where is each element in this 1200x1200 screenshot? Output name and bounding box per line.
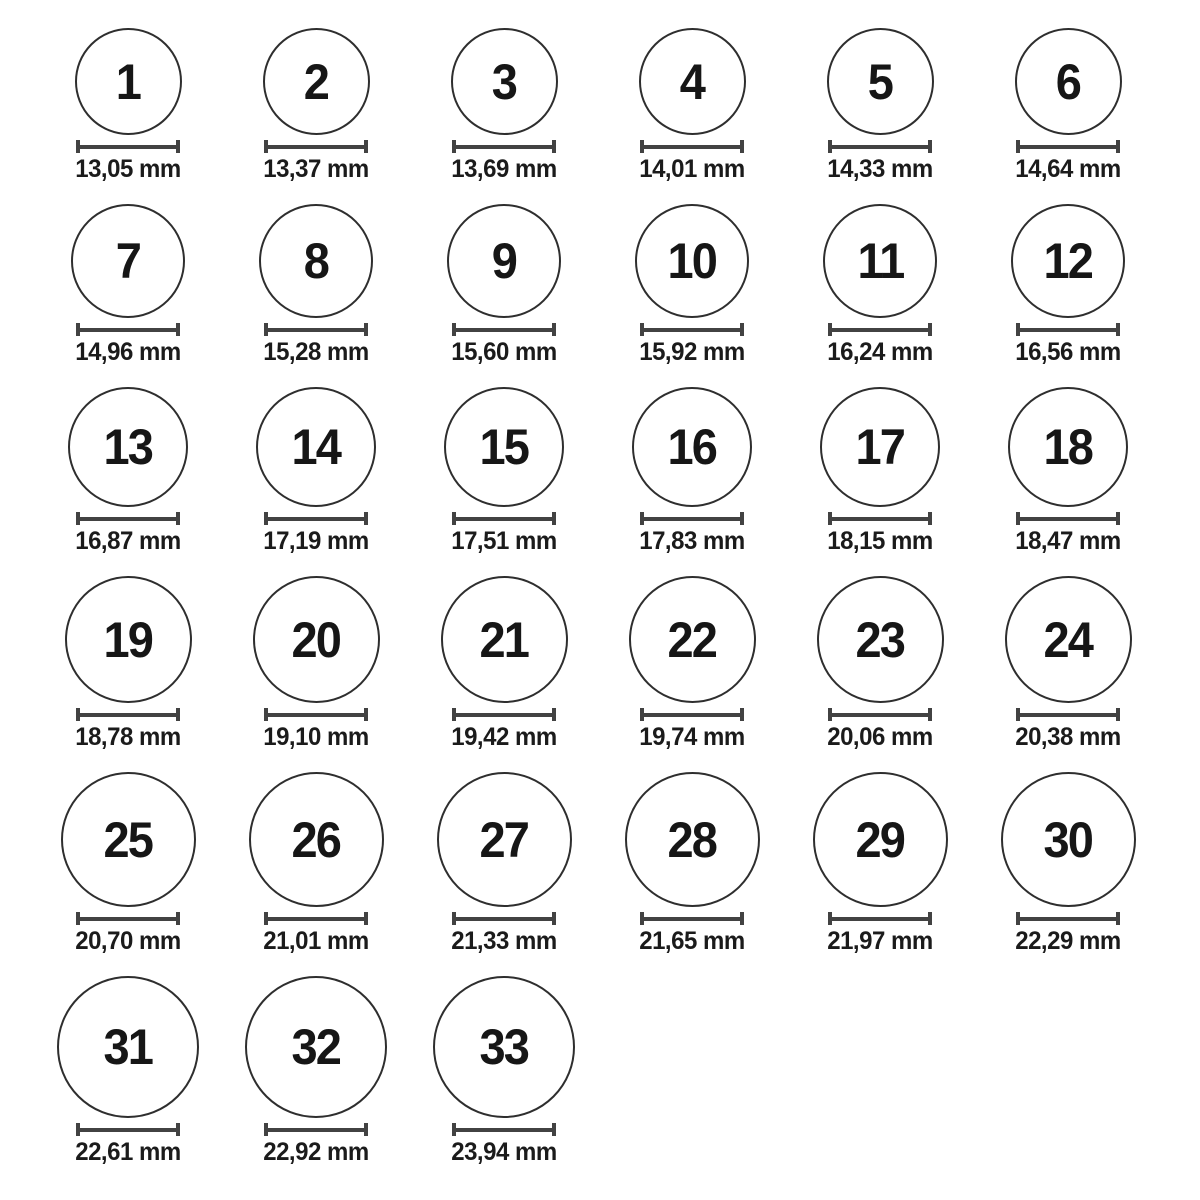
measure-bar	[268, 1128, 364, 1132]
diameter-measure-line	[76, 1123, 180, 1136]
measure-bar	[80, 917, 176, 921]
ring-size-number: 26	[291, 811, 341, 868]
ring-circle	[256, 387, 376, 507]
diameter-label: 16,56 mm	[1015, 338, 1121, 366]
ring-size-number: 30	[1043, 811, 1093, 868]
ring-size-number: 20	[291, 611, 341, 668]
diameter-label: 14,01 mm	[639, 155, 745, 183]
diameter-label: 13,69 mm	[451, 155, 557, 183]
measure-bar	[832, 917, 928, 921]
ring-size-cell	[61, 772, 196, 954]
diameter-label: 19,10 mm	[263, 723, 369, 751]
ring-size-number: 6	[1055, 53, 1081, 110]
diameter-measure-line	[1016, 912, 1120, 925]
ring-size-cell	[245, 976, 387, 1165]
measure-bar	[1020, 328, 1116, 332]
measure-bar	[80, 328, 176, 332]
diameter-measure-line	[264, 708, 368, 721]
diameter-measure-line	[452, 512, 556, 525]
diameter-label: 21,33 mm	[451, 927, 557, 955]
ring-size-cell	[1001, 772, 1136, 954]
diameter-measure-line	[452, 708, 556, 721]
measure-bar	[1020, 713, 1116, 717]
diameter-measure-line	[1016, 708, 1120, 721]
diameter-measure-line	[452, 323, 556, 336]
ring-size-cell	[625, 772, 760, 954]
diameter-measure-line	[828, 708, 932, 721]
diameter-label: 20,06 mm	[827, 723, 933, 751]
measure-bar	[1020, 917, 1116, 921]
ring-size-number: 22	[667, 611, 717, 668]
ring-size-cell	[261, 28, 371, 182]
ring-circle	[61, 772, 196, 907]
diameter-label: 15,28 mm	[263, 338, 369, 366]
ring-size-number: 3	[491, 53, 517, 110]
diameter-measure-line	[264, 140, 368, 153]
diameter-measure-line	[76, 708, 180, 721]
ring-size-cell	[65, 576, 192, 750]
measure-bar	[80, 145, 176, 149]
ring-size-number: 28	[667, 811, 717, 868]
ring-size-number: 8	[303, 233, 329, 289]
diameter-label: 20,70 mm	[75, 927, 181, 955]
diameter-measure-line	[264, 912, 368, 925]
ring-circle	[813, 772, 948, 907]
ring-circle	[259, 204, 373, 318]
diameter-measure-line	[640, 912, 744, 925]
diameter-label: 16,87 mm	[75, 527, 181, 555]
diameter-label: 19,42 mm	[451, 723, 557, 751]
measure-bar	[456, 145, 552, 149]
ring-circle	[823, 204, 937, 318]
diameter-label: 21,97 mm	[827, 927, 933, 955]
ring-circle	[71, 204, 185, 318]
ring-size-number: 9	[491, 233, 517, 289]
measure-bar	[268, 145, 364, 149]
diameter-measure-line	[828, 912, 932, 925]
ring-size-cell	[635, 204, 749, 365]
ring-size-number: 29	[855, 811, 905, 868]
ring-circle	[441, 576, 568, 703]
ring-size-number: 18	[1043, 419, 1093, 475]
ring-size-number: 19	[103, 611, 153, 668]
measure-bar	[832, 328, 928, 332]
diameter-measure-line	[264, 323, 368, 336]
diameter-label: 20,38 mm	[1015, 723, 1121, 751]
ring-size-cell	[444, 387, 564, 554]
ring-circle	[1015, 28, 1122, 135]
ring-size-cell	[68, 387, 188, 554]
ring-size-number: 1	[115, 53, 141, 110]
ring-size-cell	[253, 576, 380, 750]
ring-circle	[65, 576, 192, 703]
measure-bar	[832, 517, 928, 521]
measure-bar	[80, 713, 176, 717]
measure-bar	[832, 713, 928, 717]
measure-bar	[456, 713, 552, 717]
ring-circle	[437, 772, 572, 907]
diameter-label: 16,24 mm	[827, 338, 933, 366]
diameter-label: 18,15 mm	[827, 527, 933, 555]
ring-size-cell	[813, 772, 948, 954]
ring-size-cell	[437, 772, 572, 954]
diameter-label: 17,83 mm	[639, 527, 745, 555]
ring-size-number: 13	[103, 419, 153, 475]
ring-circle	[444, 387, 564, 507]
diameter-label: 14,96 mm	[75, 338, 181, 366]
diameter-label: 17,51 mm	[451, 527, 557, 555]
ring-size-number: 15	[479, 419, 529, 475]
ring-circle	[639, 28, 746, 135]
ring-size-number: 23	[855, 611, 905, 668]
ring-circle	[635, 204, 749, 318]
ring-size-number: 10	[667, 233, 717, 289]
diameter-label: 14,33 mm	[827, 155, 933, 183]
ring-size-cell	[817, 576, 944, 750]
ring-size-cell	[249, 772, 384, 954]
ring-circle	[625, 772, 760, 907]
diameter-label: 15,92 mm	[639, 338, 745, 366]
measure-bar	[456, 517, 552, 521]
diameter-label: 21,65 mm	[639, 927, 745, 955]
ring-size-number: 33	[479, 1019, 529, 1075]
ring-size-number: 4	[679, 53, 705, 110]
diameter-measure-line	[1016, 323, 1120, 336]
measure-bar	[1020, 145, 1116, 149]
diameter-measure-line	[76, 140, 180, 153]
diameter-measure-line	[640, 512, 744, 525]
diameter-measure-line	[452, 140, 556, 153]
ring-size-number: 27	[479, 811, 529, 868]
diameter-label: 17,19 mm	[263, 527, 369, 555]
ring-size-cell	[441, 576, 568, 750]
measure-bar	[644, 917, 740, 921]
diameter-measure-line	[640, 708, 744, 721]
measure-bar	[268, 517, 364, 521]
ring-size-number: 21	[479, 611, 529, 668]
diameter-label: 22,92 mm	[263, 1138, 369, 1166]
diameter-measure-line	[264, 512, 368, 525]
ring-size-cell	[825, 28, 935, 182]
ring-size-cell	[632, 387, 752, 554]
ring-size-cell	[1008, 387, 1128, 554]
measure-bar	[80, 1128, 176, 1132]
diameter-measure-line	[828, 323, 932, 336]
diameter-measure-line	[1016, 140, 1120, 153]
ring-size-number: 2	[303, 53, 329, 110]
diameter-measure-line	[76, 512, 180, 525]
measure-bar	[456, 1128, 552, 1132]
ring-size-cell	[637, 28, 747, 182]
ring-circle	[817, 576, 944, 703]
measure-bar	[644, 517, 740, 521]
ring-size-number: 25	[103, 811, 153, 868]
ring-size-cell	[433, 976, 575, 1165]
ring-size-cell	[1005, 576, 1132, 750]
ring-size-cell	[629, 576, 756, 750]
diameter-measure-line	[828, 140, 932, 153]
diameter-measure-line	[76, 912, 180, 925]
measure-bar	[1020, 517, 1116, 521]
diameter-measure-line	[76, 323, 180, 336]
diameter-measure-line	[264, 1123, 368, 1136]
ring-size-cell	[449, 28, 559, 182]
diameter-label: 13,37 mm	[263, 155, 369, 183]
diameter-measure-line	[640, 140, 744, 153]
ring-circle	[1008, 387, 1128, 507]
ring-size-number: 32	[291, 1019, 341, 1075]
diameter-label: 22,61 mm	[75, 1138, 181, 1166]
diameter-label: 15,60 mm	[451, 338, 557, 366]
diameter-measure-line	[452, 1123, 556, 1136]
diameter-measure-line	[640, 323, 744, 336]
ring-size-cell	[823, 204, 937, 365]
ring-size-number: 16	[667, 419, 717, 475]
ring-circle	[629, 576, 756, 703]
ring-size-number: 12	[1043, 233, 1093, 289]
ring-size-cell	[447, 204, 561, 365]
ring-circle	[433, 976, 575, 1118]
measure-bar	[268, 328, 364, 332]
ring-size-grid	[34, 28, 1200, 1165]
ring-size-cell	[1011, 204, 1125, 365]
ring-size-cell	[71, 204, 185, 365]
ring-circle	[263, 28, 370, 135]
diameter-measure-line	[828, 512, 932, 525]
ring-size-number: 24	[1043, 611, 1093, 668]
measure-bar	[832, 145, 928, 149]
ring-size-cell	[1013, 28, 1123, 182]
measure-bar	[456, 328, 552, 332]
diameter-label: 18,47 mm	[1015, 527, 1121, 555]
ring-circle	[1005, 576, 1132, 703]
ring-circle	[57, 976, 199, 1118]
ring-size-number: 7	[115, 233, 141, 289]
ring-circle	[68, 387, 188, 507]
ring-circle	[827, 28, 934, 135]
ring-size-cell	[820, 387, 940, 554]
ring-circle	[632, 387, 752, 507]
ring-circle	[820, 387, 940, 507]
ring-size-cell	[73, 28, 183, 182]
diameter-label: 22,29 mm	[1015, 927, 1121, 955]
ring-circle	[75, 28, 182, 135]
ring-size-cell	[57, 976, 199, 1165]
ring-size-number: 14	[291, 419, 341, 475]
measure-bar	[80, 517, 176, 521]
measure-bar	[268, 917, 364, 921]
ring-circle	[1001, 772, 1136, 907]
ring-size-number: 5	[867, 53, 893, 110]
ring-size-cell	[256, 387, 376, 554]
ring-size-number: 31	[103, 1019, 153, 1075]
ring-circle	[451, 28, 558, 135]
ring-circle	[249, 772, 384, 907]
ring-circle	[447, 204, 561, 318]
measure-bar	[456, 917, 552, 921]
diameter-label: 23,94 mm	[451, 1138, 557, 1166]
diameter-measure-line	[1016, 512, 1120, 525]
diameter-label: 14,64 mm	[1015, 155, 1121, 183]
measure-bar	[644, 713, 740, 717]
ring-size-number: 17	[855, 419, 905, 475]
ring-circle	[1011, 204, 1125, 318]
ring-circle	[253, 576, 380, 703]
ring-size-number: 11	[857, 233, 903, 289]
diameter-label: 19,74 mm	[639, 723, 745, 751]
diameter-label: 21,01 mm	[263, 927, 369, 955]
measure-bar	[644, 328, 740, 332]
diameter-label: 13,05 mm	[75, 155, 181, 183]
ring-circle	[245, 976, 387, 1118]
diameter-measure-line	[452, 912, 556, 925]
diameter-label: 18,78 mm	[75, 723, 181, 751]
ring-size-cell	[259, 204, 373, 365]
measure-bar	[644, 145, 740, 149]
measure-bar	[268, 713, 364, 717]
